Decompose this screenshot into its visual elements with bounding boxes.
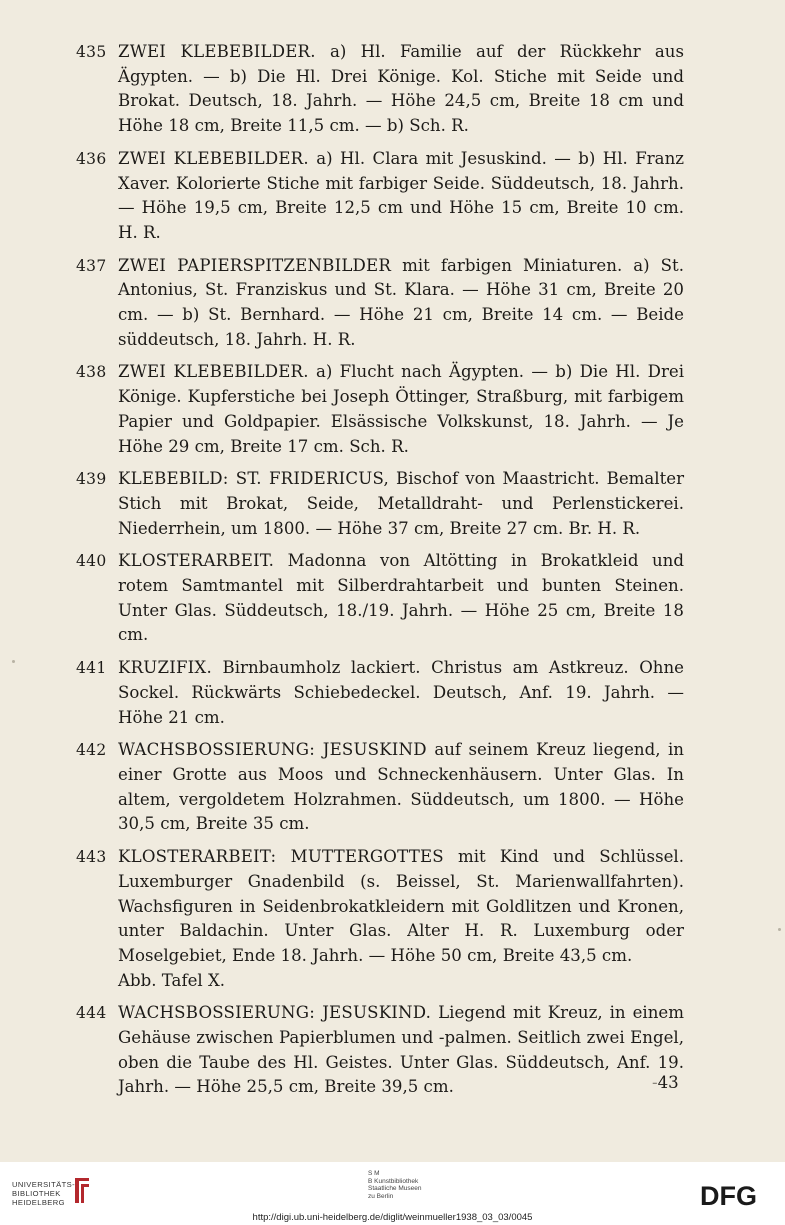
catalog-entry <box>76 467 685 541</box>
plate-reference: Abb. Tafel X. <box>118 970 226 990</box>
page-number-value: 43 <box>657 1073 679 1092</box>
stamp-line: zu Berlin <box>368 1192 394 1200</box>
entry-title: WACHSBOSSIERUNG: JESUSKIND. <box>118 1003 432 1023</box>
university-line: UNIVERSITÄTS- <box>12 1180 76 1189</box>
dfg-logo <box>700 1182 774 1208</box>
entry-number: 443 <box>76 848 107 867</box>
entry-title: KLOSTERARBEIT. <box>118 551 275 571</box>
catalog-entry <box>76 360 685 459</box>
entry-title: KLEBEBILD: ST. FRIDERICUS, <box>118 469 389 489</box>
entry-title: KLOSTERARBEIT: MUTTERGOTTES <box>118 847 444 867</box>
entry-text: mit farbigen Miniaturen. a) St. Antonius, St. Franziskus und St. Klara. — Höhe 31 cm, Breite 20 cm. — b) St. Bernhard. — Höhe 21 cm, Breite 14 cm. — Beide süddeutsch, 18. Jahrh. H. R. <box>118 255 684 349</box>
entry-number: 441 <box>76 659 107 678</box>
entry-text: mit Kind und Schlüssel. Luxemburger Gnadenbild (s. Beissel, St. Marienwallfahrten). Wachsfiguren in Seidenbrokatkleidern mit Goldlitzen und Kronen, unter Baldachin. Unter Glas. Alter H. R. Luxemburg oder Moselgebiet, Ende 18. Jahrh. — Höhe 50 cm, Breite 43,5 cm. <box>118 847 684 965</box>
catalog-entry <box>76 1001 684 1100</box>
entry-text: a) Hl. Clara mit Jesuskind. — b) Hl. Franz Xaver. Kolorierte Stiche mit farbiger Seide. Süddeutsch, 18. Jahrh. — Höhe 19,5 cm, Breite 12,5 cm und Höhe 15 cm, Breite 10 cm. H. R. <box>118 148 685 242</box>
entry-text: Liegend mit Kreuz, in einem Gehäuse zwischen Papierblumen und -palmen. Seitlich zwei Engel, oben die Taube des Hl. Geistes. Unter Glas. Süddeutsch, Anf. 19. Jahrh. — Höhe 25,5 cm, Breite 39,5 cm. <box>118 1003 684 1097</box>
museum-stamp <box>368 1170 421 1200</box>
entry-title: ZWEI KLEBEBILDER. <box>118 362 309 382</box>
entry-number: 444 <box>76 1004 107 1023</box>
dfg-logo-text: DFG <box>700 1182 757 1208</box>
catalog-entry <box>76 147 685 246</box>
university-line: BIBLIOTHEK <box>12 1189 61 1198</box>
entry-text: a) Flucht nach Ägypten. — b) Die Hl. Drei Könige. Kupferstiche bei Joseph Öttinger, Straßburg, mit farbigem Papier und Goldpapier. Elsässische Volkskunst, 18. Jahrh. — Je Höhe 29 cm, Breite 17 cm. Sch. R. <box>118 362 685 456</box>
entry-number: 436 <box>76 149 107 168</box>
entry-title: ZWEI KLEBEBILDER. <box>118 148 309 168</box>
source-url[interactable]: http://digi.ub.uni-heidelberg.de/diglit/weinmueller1938_03_03/0045 <box>252 1212 533 1223</box>
entry-list <box>0 40 785 1108</box>
entry-text: auf seinem Kreuz liegend, in einer Grotte aus Moos und Schneckenhäusern. Unter Glas. In altem, vergoldetem Holzrahmen. Süddeutsch, um 1800. — Höhe 30,5 cm, Breite 35 cm. <box>118 740 684 834</box>
entry-title: ZWEI KLEBEBILDER. <box>118 42 316 61</box>
entry-number: 440 <box>76 552 107 571</box>
stamp-line: S M <box>368 1170 380 1177</box>
catalog-entry <box>76 254 684 353</box>
entry-number: 442 <box>76 741 107 760</box>
stamp-line: Staatliche Museen <box>368 1185 422 1193</box>
entry-title: WACHSBOSSIERUNG: JESUSKIND <box>118 740 427 760</box>
page-number: -43 <box>652 1073 679 1092</box>
entry-number: 437 <box>76 256 107 275</box>
entry-text: Bischof von Maastricht. Bemalter Stich mit Brokat, Seide, Metalldraht- und Perlenstickerei. Niederrhein, um 1800. — Höhe 37 cm, Breite 27 cm. Br. H. R. <box>118 469 685 538</box>
entry-number: 435 <box>76 43 107 61</box>
catalog-entry <box>76 549 684 648</box>
paper-speck <box>12 660 15 663</box>
entry-number: 438 <box>76 363 107 382</box>
catalog-entry <box>76 738 684 837</box>
paper-speck <box>778 928 781 931</box>
entry-text: Birnbaumholz lackiert. Christus am Astkreuz. Ohne Sockel. Rückwärts Schiebedeckel. Deutsch, Anf. 19. Jahrh. — Höhe 21 cm. <box>118 658 684 727</box>
catalog-entry <box>76 40 685 139</box>
entry-text: Madonna von Altötting in Brokatkleid und rotem Samtmantel mit Silberdrahtarbeit und bunten Steinen. Unter Glas. Süddeutsch, 18./19. Jahrh. — Höhe 25 cm, Breite 18 cm. <box>118 551 684 645</box>
digitization-footer <box>0 1162 785 1225</box>
catalog-entry <box>76 845 684 993</box>
university-line: HEIDELBERG <box>12 1198 65 1207</box>
entry-title: KRUZIFIX. <box>118 658 212 678</box>
university-library-label <box>12 1180 75 1207</box>
entry-number: 439 <box>76 470 107 489</box>
stamp-line: B Kunstbibliothek <box>368 1177 419 1185</box>
entry-title: ZWEI PAPIERSPITZENBILDER <box>118 255 392 275</box>
catalog-entry <box>76 656 684 730</box>
entry-text: a) Hl. Familie auf der Rückkehr aus Ägypten. — b) Die Hl. Drei Könige. Kol. Stiche mit Seide und Brokat. Deutsch, 18. Jahrh. — Höhe 24,5 cm, Breite 18 cm und Höhe 18 cm, Breite 11,5 cm. — b) Sch. R. <box>118 42 685 136</box>
library-logo-icon <box>72 1176 92 1206</box>
